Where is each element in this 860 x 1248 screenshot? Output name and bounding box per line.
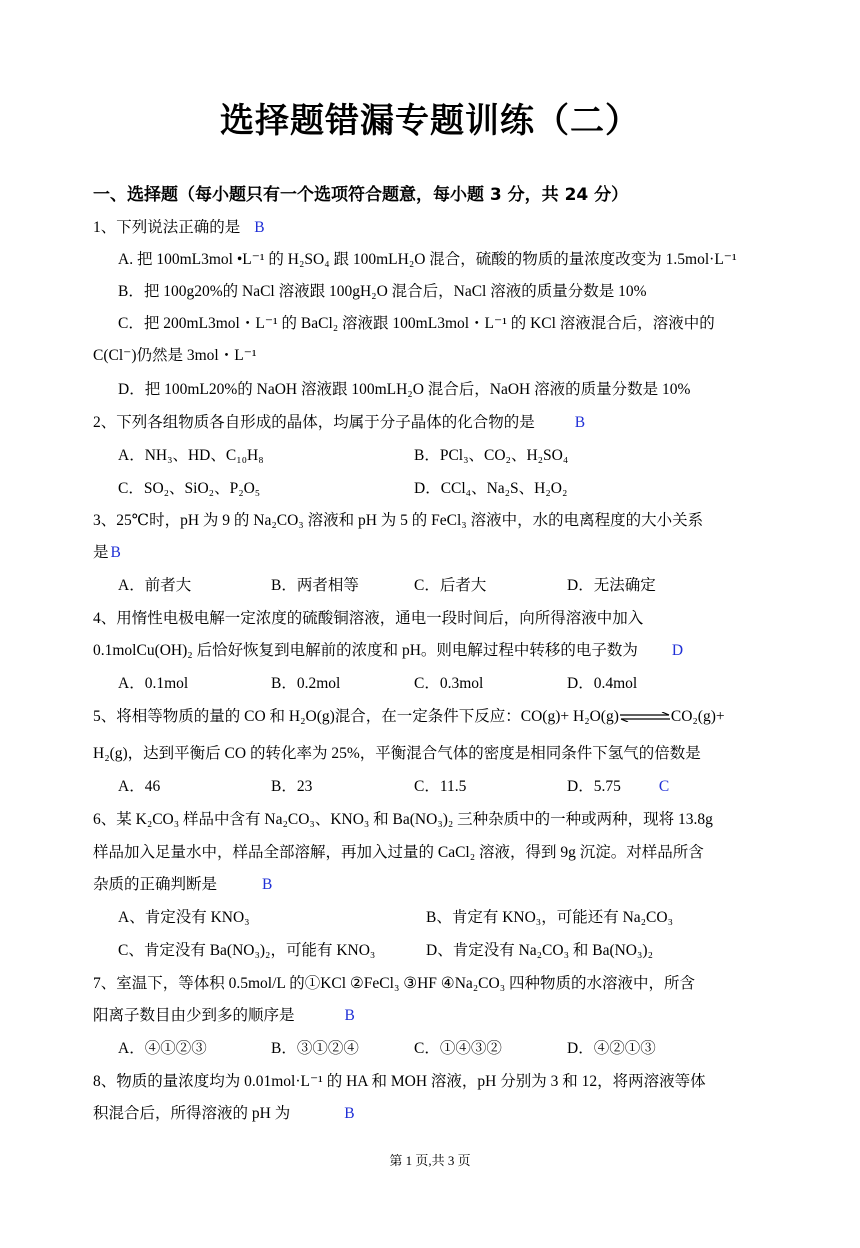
section-heading: 一、选择题（每小题只有一个选项符合题意，每小题 3 分，共 24 分） bbox=[93, 185, 629, 205]
question-5-stem-cont: H₂(g)，达到平衡后 CO 的转化率为 25%，平衡混合气体的密度是相同条件下氢气的倍数是 bbox=[93, 745, 701, 762]
question-4-option-d: D．0.4mol bbox=[567, 675, 638, 692]
question-6-option-d: D、肯定没有 Na₂CO₃ 和 Ba(NO₃)₂ bbox=[426, 942, 653, 959]
page-footer: 第 1 页,共 3 页 bbox=[389, 1153, 471, 1168]
question-1-option-a: A. 把 100mL3mol •L⁻¹ 的 H₂SO₄ 跟 100mLH₂O 混合，硫酸的物质的量浓度改变为 1.5mol·L⁻¹ bbox=[118, 251, 737, 268]
answer-3: B bbox=[110, 544, 121, 561]
question-8-stem: 8、物质的量浓度均为 0.01mol·L⁻¹ 的 HA 和 MOH 溶液，pH 分别为 3 和 12，将两溶液等体 bbox=[93, 1073, 706, 1090]
question-6-option-b: B、肯定有 KNO₃，可能还有 Na₂CO₃ bbox=[426, 909, 673, 926]
question-2-option-b: B．PCl₃、CO₂、H₂SO₄ bbox=[414, 447, 569, 464]
question-2-stem: 2、下列各组物质各自形成的晶体，均属于分子晶体的化合物的是 B bbox=[93, 414, 586, 431]
question-2-option-c: C．SO₂、SiO₂、P₂O₅ bbox=[118, 480, 261, 497]
answer-7: B bbox=[344, 1007, 355, 1024]
question-5-option-c: C．11.5 bbox=[414, 778, 467, 795]
question-5-stem: 5、将相等物质的量的 CO 和 H₂O(g)混合，在一定条件下反应：CO(g)+ H₂O(g) CO₂(g)+ bbox=[93, 708, 725, 725]
question-7-option-b: B．③①②④ bbox=[271, 1040, 359, 1057]
question-6-stem: 6、某 K₂CO₃ 样品中含有 Na₂CO₃、KNO₃ 和 Ba(NO₃)₂ 三种杂质中的一种或两种，现将 13.8g bbox=[93, 811, 713, 828]
question-6-option-a: A、肯定没有 KNO₃ bbox=[118, 909, 250, 926]
question-1-stem: 1、下列说法正确的是 B bbox=[93, 219, 265, 236]
question-5-option-a: A．46 bbox=[118, 778, 161, 795]
answer-5: C bbox=[658, 778, 670, 795]
question-3-stem: 3、25℃时，pH 为 9 的 Na₂CO₃ 溶液和 pH 为 5 的 FeCl₃ 溶液中，水的电离程度的大小关系 bbox=[93, 512, 704, 529]
question-7-option-d: D．④②①③ bbox=[567, 1040, 656, 1057]
question-3-option-a: A．前者大 bbox=[118, 577, 192, 594]
question-3-option-b: B．两者相等 bbox=[271, 577, 359, 594]
question-1-option-d: D．把 100mL20%的 NaOH 溶液跟 100mLH₂O 混合后，NaOH 溶液的质量分数是 10% bbox=[118, 381, 691, 398]
answer-2: B bbox=[574, 414, 586, 431]
answer-4: D bbox=[671, 642, 684, 659]
question-1-option-c-cont: C(Cl⁻)仍然是 3mol・L⁻¹ bbox=[93, 347, 257, 364]
question-8-stem-cont: 积混合后，所得溶液的 pH 为 B bbox=[93, 1105, 355, 1122]
question-3-stem-cont: 是 B bbox=[93, 544, 121, 561]
question-7-stem-cont: 阳离子数目由少到多的顺序是 B bbox=[93, 1007, 355, 1024]
question-2-option-a: A．NH₃、HD、C₁₀H₈ bbox=[118, 447, 264, 464]
question-4-option-c: C．0.3mol bbox=[414, 675, 484, 692]
question-5-option-d: D．5.75 C bbox=[567, 778, 670, 795]
question-1-option-c: C．把 200mL3mol・L⁻¹ 的 BaCl₂ 溶液跟 100mL3mol・L⁻¹ 的 KCl 溶液混合后，溶液中的 bbox=[118, 315, 715, 332]
question-4-option-a: A．0.1mol bbox=[118, 675, 189, 692]
question-3-option-c: C．后者大 bbox=[414, 577, 487, 594]
question-1-option-b: B．把 100g20%的 NaCl 溶液跟 100gH₂O 混合后，NaCl 溶液的质量分数是 10% bbox=[118, 283, 647, 300]
page-title: 选择题错漏专题训练（二） bbox=[220, 101, 640, 141]
question-6-option-c: C、肯定没有 Ba(NO₃)₂，可能有 KNO₃ bbox=[118, 942, 376, 959]
question-6-stem-cont-2: 杂质的正确判断是 B bbox=[93, 876, 273, 893]
answer-8: B bbox=[344, 1105, 355, 1122]
question-6-stem-cont-1: 样品加入足量水中，样品全部溶解，再加入过量的 CaCl₂ 溶液，得到 9g 沉淀。对样品所含 bbox=[93, 844, 704, 861]
answer-1: B bbox=[254, 219, 265, 236]
question-2-option-d: D．CCl₄、Na₂S、H₂O₂ bbox=[414, 480, 568, 497]
equilibrium-arrow-icon bbox=[619, 712, 671, 722]
question-4-stem-cont: 0.1molCu(OH)₂ 后恰好恢复到电解前的浓度和 pH。则电解过程中转移的电子数为 D bbox=[93, 642, 684, 659]
question-5-option-b: B．23 bbox=[271, 778, 313, 795]
answer-6: B bbox=[262, 876, 273, 893]
question-3-option-d: D．无法确定 bbox=[567, 577, 656, 594]
question-4-option-b: B．0.2mol bbox=[271, 675, 341, 692]
question-7-stem: 7、室温下，等体积 0.5mol/L 的①KCl ②FeCl₃ ③HF ④Na₂CO₃ 四种物质的水溶液中，所含 bbox=[93, 975, 695, 992]
question-7-option-c: C．①④③② bbox=[414, 1040, 502, 1057]
question-4-stem: 4、用惰性电极电解一定浓度的硫酸铜溶液，通电一段时间后，向所得溶液中加入 bbox=[93, 610, 644, 627]
question-7-option-a: A．④①②③ bbox=[118, 1040, 207, 1057]
